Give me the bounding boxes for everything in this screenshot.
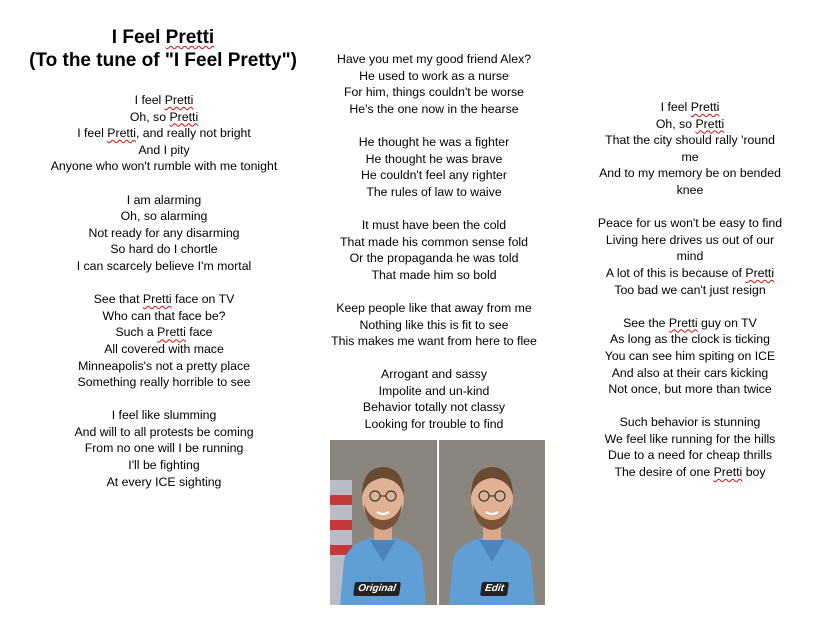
photo-panel-edit [439, 440, 546, 605]
lyric-line: See the Pretti guy on TV [623, 315, 757, 330]
lyric-line: And will to all protests be coming [74, 424, 254, 439]
misspelled-word: Pretti [713, 465, 743, 480]
photo-panel-original [330, 440, 437, 605]
lyric-line: All covered with mace [104, 341, 224, 356]
lyric-stanza [28, 407, 300, 490]
lyric-line: He thought he was brave [365, 151, 503, 166]
lyric-line: And I pity [138, 142, 190, 157]
lyric-line: I'll be fighting [128, 458, 200, 473]
lyric-stanza [28, 192, 300, 275]
lyric-stanza [28, 291, 300, 391]
lyric-line: I feel like slumming [111, 408, 217, 423]
portrait-original [330, 440, 436, 605]
lyric-line: me [681, 149, 699, 164]
lyrics-column-3 [588, 99, 792, 497]
lyric-line: Peace for us won't be easy to find [597, 216, 783, 231]
lyric-line: Or the propaganda he was told [349, 251, 519, 266]
lyric-line: Too bad we can't just resign [614, 282, 766, 297]
lyric-line: See that Pretti face on TV [93, 292, 235, 307]
lyric-line: A lot of this is because of Pretti [605, 265, 775, 280]
lyric-line: I can scarcely believe I'm mortal [76, 258, 252, 273]
lyric-line: That made him so bold [371, 267, 497, 282]
lyric-line: And also at their cars kicking [611, 365, 769, 380]
lyric-line: Looking for trouble to find [364, 417, 504, 432]
lyric-line: The rules of law to waive [366, 184, 502, 199]
lyric-line: I am alarming [126, 192, 202, 207]
lyric-line: Not ready for any disarming [88, 225, 240, 240]
lyric-line: Nothing like this is fit to see [359, 317, 509, 332]
lyric-line: Living here drives us out of our [605, 232, 775, 247]
lyric-line: Minneapolis's not a pretty place [78, 358, 250, 373]
lyric-line: It must have been the cold [361, 217, 507, 232]
lyric-line: Keep people like that away from me [336, 300, 532, 315]
title-word-i: I Feel [111, 27, 166, 48]
lyric-line: You can see him spiting on ICE [604, 348, 776, 363]
lyric-stanza [588, 215, 792, 298]
lyric-line: Have you met my good friend Alex? [336, 52, 532, 66]
lyric-line: We feel like running for the hills [604, 431, 776, 446]
label-original: Original [353, 582, 401, 596]
lyric-line: So hard do I chortle [110, 242, 218, 257]
lyric-line: Due to a need for cheap thrills [607, 448, 773, 463]
lyric-line: For him, things couldn't be worse [343, 85, 525, 100]
lyric-line: Who can that face be? [102, 308, 226, 323]
lyrics-column-1 [28, 92, 300, 507]
lyric-stanza [588, 99, 792, 199]
misspelled-word: Pretti [690, 100, 720, 114]
lyric-line: Such behavior is stunning [619, 415, 761, 430]
lyric-line: He used to work as a nurse [359, 68, 509, 83]
lyric-line: From no one will I be running [84, 441, 244, 456]
misspelled-word: Pretti [164, 93, 194, 107]
lyric-stanza [318, 217, 550, 283]
misspelled-word: Pretti [157, 325, 186, 340]
misspelled-word: Pretti [142, 292, 172, 307]
lyric-line: Oh, so Pretti [129, 109, 199, 124]
lyric-stanza [318, 366, 550, 432]
lyric-stanza [588, 315, 792, 398]
misspelled-word: Pretti [107, 126, 136, 141]
lyrics-column-2 [318, 51, 550, 449]
lyric-line: Something really horrible to see [77, 375, 251, 390]
title-pretti: Pretti [165, 27, 215, 48]
title-line-1 [10, 26, 316, 50]
lyric-line: I feel Pretti [660, 100, 720, 114]
misspelled-word: Pretti [745, 265, 775, 280]
lyric-line: As long as the clock is ticking [610, 332, 770, 347]
lyric-line: This makes me want from here to flee [331, 334, 537, 349]
lyric-stanza [588, 414, 792, 480]
lyric-line: I feel Pretti, and really not bright [77, 126, 251, 141]
portrait-edit [439, 440, 545, 605]
lyric-stanza [318, 300, 550, 350]
lyric-line: Such a Pretti face [115, 325, 213, 340]
lyric-line: At every ICE sighting [106, 474, 222, 489]
lyric-line: knee [676, 182, 704, 197]
misspelled-word: Pretti [695, 116, 725, 131]
lyric-stanza [28, 92, 300, 175]
lyric-line: I feel Pretti [134, 93, 194, 107]
lyric-line: He couldn't feel any righter [361, 168, 507, 183]
title-line-2: (To the tune of "I Feel Pretty") [29, 50, 297, 71]
lyric-line: Not once, but more than twice [608, 382, 772, 397]
lyric-line: Oh, so Pretti [655, 116, 725, 131]
lyric-line: mind [676, 249, 704, 264]
misspelled-word: Pretti [668, 315, 698, 330]
lyric-line: That made his common sense fold [340, 234, 528, 249]
lyric-line: Impolite and un-kind [378, 383, 490, 398]
lyric-line: Anyone who won't rumble with me tonight [50, 159, 278, 174]
lyric-line: Arrogant and sassy [381, 367, 487, 382]
comparison-photo [330, 440, 545, 605]
lyric-stanza [318, 51, 550, 117]
misspelled-word: Pretti [169, 109, 199, 124]
lyric-line: And to my memory be on bended [599, 166, 781, 181]
lyric-line: He thought he was a fighter [358, 134, 510, 149]
lyric-line: That the city should rally 'round [605, 133, 775, 148]
lyric-line: He's the one now in the hearse [349, 101, 519, 116]
label-edit: Edit [480, 582, 509, 596]
lyric-line: The desire of one Pretti boy [614, 465, 766, 480]
lyric-stanza [318, 134, 550, 200]
lyric-line: Oh, so alarming [120, 209, 208, 224]
lyric-line: Behavior totally not classy [362, 400, 506, 415]
